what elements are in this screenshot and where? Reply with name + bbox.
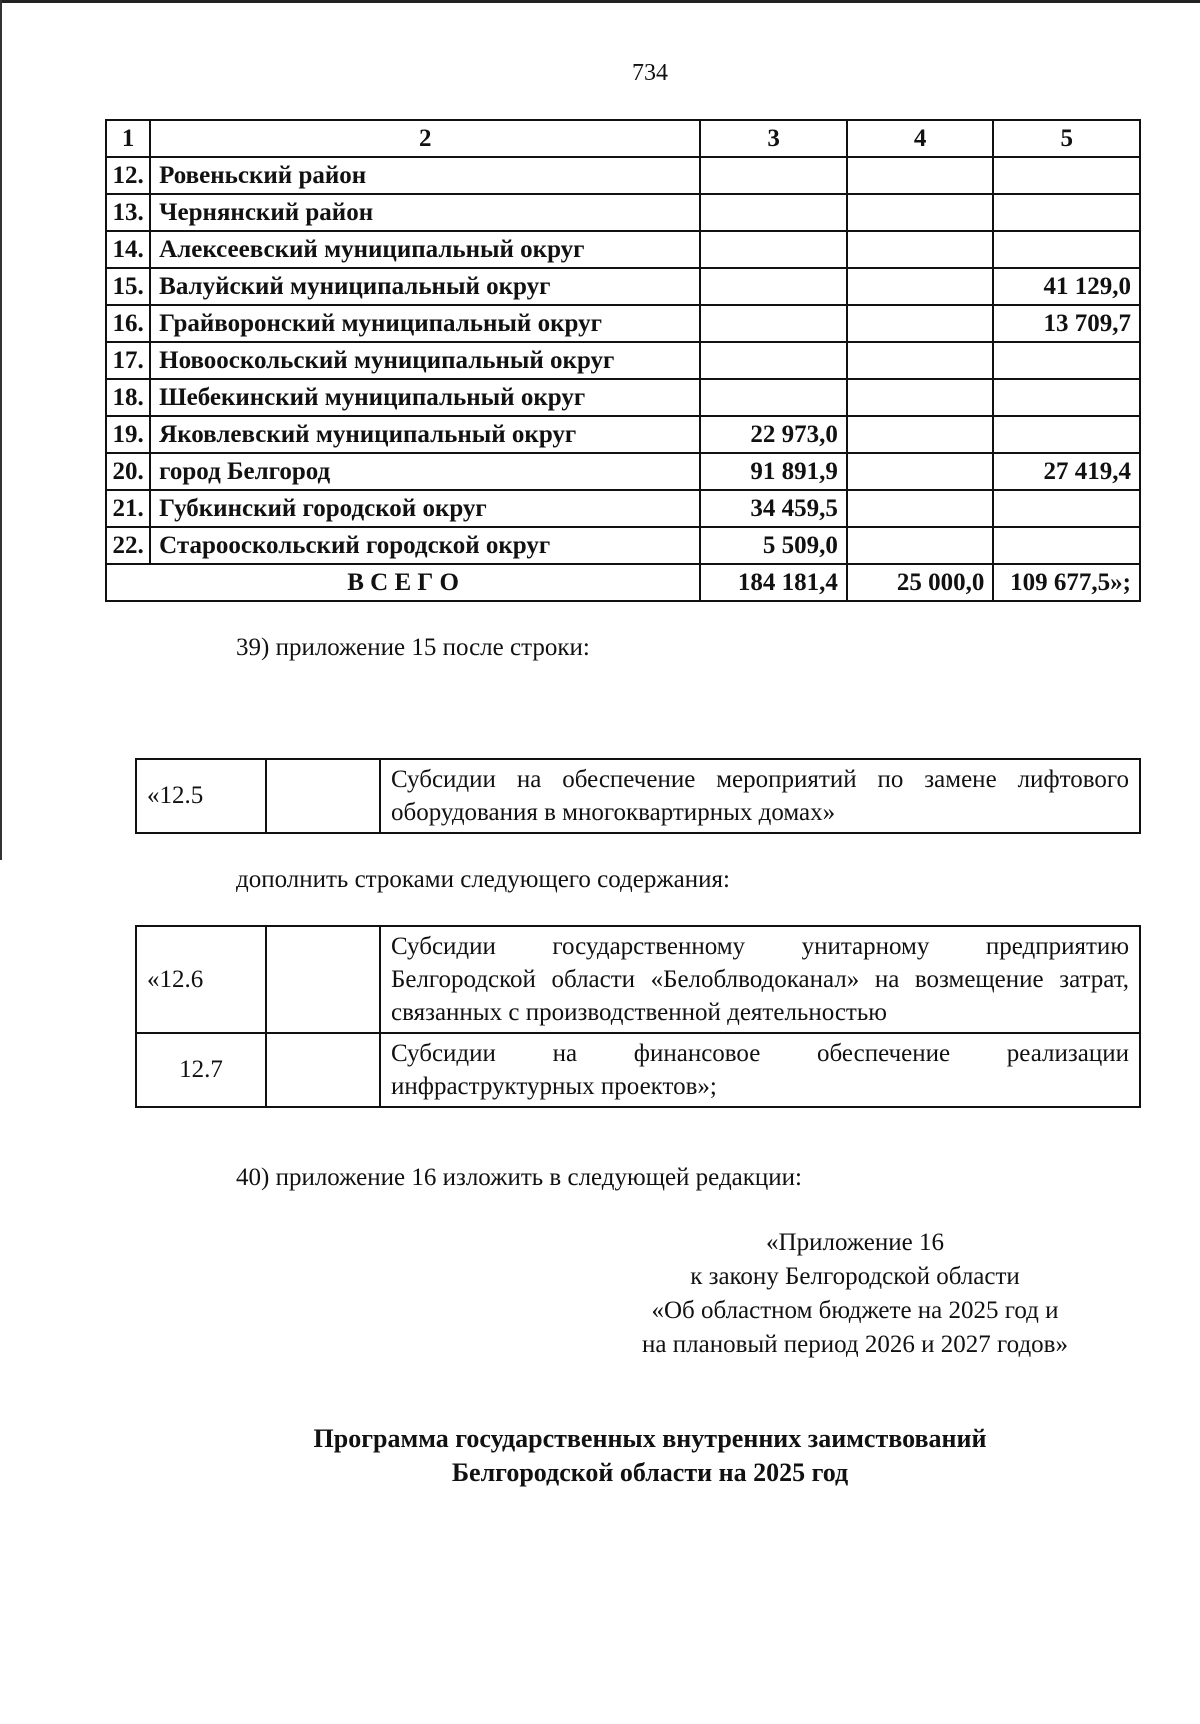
scan-left-edge xyxy=(0,0,2,860)
appendix-line: «Об областном бюджете на 2025 год и xyxy=(651,1297,1059,1324)
row-code: «12.6 xyxy=(136,926,266,1033)
district-name: город Белгород xyxy=(150,453,700,490)
value-col-3 xyxy=(700,305,847,342)
row-description: Субсидии государственному унитарному предприятию Белгородской области «Белоблводоканал» на возмещение затрат, связанных с производственной деятельностью xyxy=(380,926,1140,1033)
value-col-3: 34 459,5 xyxy=(700,490,847,527)
value-col-5 xyxy=(993,194,1140,231)
program-title-line: Белгородской области на 2025 год xyxy=(451,1458,849,1487)
value-col-4 xyxy=(847,342,994,379)
table-row xyxy=(106,527,1140,564)
table-row xyxy=(136,759,1140,833)
table-row xyxy=(106,231,1140,268)
table-row xyxy=(106,453,1140,490)
program-title xyxy=(100,1422,1200,1490)
district-name: Шебекинский муниципальный округ xyxy=(150,379,700,416)
header-cell: 1 xyxy=(106,120,150,157)
appendix-line: к закону Белгородской области xyxy=(690,1263,1020,1290)
value-col-4 xyxy=(847,453,994,490)
value-col-4 xyxy=(847,379,994,416)
value-col-4 xyxy=(847,231,994,268)
row-code: 12.7 xyxy=(136,1033,266,1107)
total-c5: 109 677,5»; xyxy=(993,564,1140,601)
value-col-3 xyxy=(700,379,847,416)
value-col-5: 27 419,4 xyxy=(993,453,1140,490)
add-rows-text: дополнить строками следующего содержания: xyxy=(236,866,730,893)
empty-cell xyxy=(266,1033,380,1107)
value-col-5 xyxy=(993,416,1140,453)
district-name: Ровеньский район xyxy=(150,157,700,194)
row-number: 13. xyxy=(106,194,150,231)
table-row xyxy=(106,416,1140,453)
table-row xyxy=(106,342,1140,379)
value-col-5 xyxy=(993,157,1140,194)
row-number: 14. xyxy=(106,231,150,268)
district-name: Валуйский муниципальный округ xyxy=(150,268,700,305)
allocation-table xyxy=(105,119,1141,602)
value-col-5 xyxy=(993,527,1140,564)
header-cell: 4 xyxy=(847,120,994,157)
table-row xyxy=(136,926,1140,1033)
value-col-5 xyxy=(993,342,1140,379)
table-row xyxy=(106,379,1140,416)
value-col-4 xyxy=(847,305,994,342)
total-c3: 184 181,4 xyxy=(700,564,847,601)
value-col-3 xyxy=(700,268,847,305)
row-number: 19. xyxy=(106,416,150,453)
row-number: 21. xyxy=(106,490,150,527)
value-col-3 xyxy=(700,342,847,379)
district-name: Яковлевский муниципальный округ xyxy=(150,416,700,453)
row-number: 17. xyxy=(106,342,150,379)
value-col-5 xyxy=(993,379,1140,416)
value-col-4 xyxy=(847,194,994,231)
total-c4: 25 000,0 xyxy=(847,564,994,601)
header-cell: 3 xyxy=(700,120,847,157)
empty-cell xyxy=(266,926,380,1033)
table-header-row xyxy=(106,120,1140,157)
value-col-4 xyxy=(847,490,994,527)
appendix-15-existing-row-table xyxy=(135,758,1141,834)
district-name: Губкинский городской округ xyxy=(150,490,700,527)
row-number: 18. xyxy=(106,379,150,416)
total-label: В С Е Г О xyxy=(106,564,700,601)
district-name: Алексеевский муниципальный округ xyxy=(150,231,700,268)
appendix-line: на плановый период 2026 и 2027 годов» xyxy=(642,1331,1068,1358)
row-number: 20. xyxy=(106,453,150,490)
district-name: Старооскольский городской округ xyxy=(150,527,700,564)
empty-cell xyxy=(266,759,380,833)
program-title-line: Программа государственных внутренних заимствований xyxy=(313,1424,987,1453)
value-col-3 xyxy=(700,194,847,231)
page-number: 734 xyxy=(632,60,668,86)
district-name: Грайворонский муниципальный округ xyxy=(150,305,700,342)
value-col-4 xyxy=(847,527,994,564)
value-col-4 xyxy=(847,416,994,453)
appendix-15-new-rows-table xyxy=(135,925,1141,1108)
item-39-text: 39) приложение 15 после строки: xyxy=(236,634,590,661)
value-col-5: 13 709,7 xyxy=(993,305,1140,342)
district-name: Новооскольский муниципальный округ xyxy=(150,342,700,379)
table-row xyxy=(106,268,1140,305)
row-code: «12.5 xyxy=(136,759,266,833)
appendix-16-heading xyxy=(600,1226,1110,1362)
value-col-5 xyxy=(993,490,1140,527)
scan-top-edge xyxy=(0,0,1200,3)
row-description: Субсидии на финансовое обеспечение реализации инфраструктурных проектов»; xyxy=(380,1033,1140,1107)
item-40-text: 40) приложение 16 изложить в следующей редакции: xyxy=(236,1164,802,1191)
header-cell: 5 xyxy=(993,120,1140,157)
table-row xyxy=(106,305,1140,342)
row-number: 12. xyxy=(106,157,150,194)
value-col-3 xyxy=(700,157,847,194)
table-row xyxy=(106,490,1140,527)
value-col-3 xyxy=(700,231,847,268)
total-row xyxy=(106,564,1140,601)
district-name: Чернянский район xyxy=(150,194,700,231)
table-row xyxy=(106,157,1140,194)
row-description: Субсидии на обеспечение мероприятий по замене лифтового оборудования в многоквартирных домах» xyxy=(380,759,1140,833)
header-cell: 2 xyxy=(150,120,700,157)
table-row xyxy=(106,194,1140,231)
row-number: 16. xyxy=(106,305,150,342)
value-col-4 xyxy=(847,268,994,305)
table-row xyxy=(136,1033,1140,1107)
value-col-4 xyxy=(847,157,994,194)
value-col-3: 5 509,0 xyxy=(700,527,847,564)
row-number: 22. xyxy=(106,527,150,564)
appendix-line: «Приложение 16 xyxy=(766,1229,944,1256)
value-col-3: 91 891,9 xyxy=(700,453,847,490)
value-col-5 xyxy=(993,231,1140,268)
value-col-3: 22 973,0 xyxy=(700,416,847,453)
row-number: 15. xyxy=(106,268,150,305)
value-col-5: 41 129,0 xyxy=(993,268,1140,305)
